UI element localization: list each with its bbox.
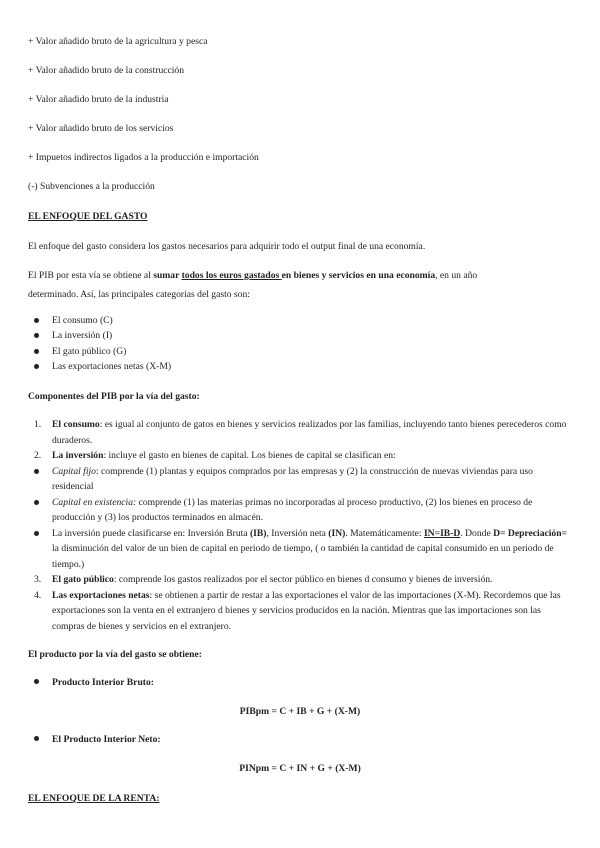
bullet-icon: [34, 500, 39, 505]
sub-inversion-clasificacion: La inversión puede clasificarse en: Inversión Bruta (IB), Inversión neta (IN). Matemáticamente: IN=IB-D. Donde D= Depreciación= la disminución del valor de un bien de capital en periodo de tiempo, ( o también la cantidad de capital consumido en un periodo de tiempo.): [34, 526, 570, 573]
list-item: El gato público (G): [34, 344, 171, 359]
line-vab-servicios: + Valor añadido bruto de los servicios: [28, 123, 174, 134]
pib-bullet: Producto Interior Bruto:: [34, 675, 154, 691]
pin-formula: PINpm = C + IN + G + (X-M): [239, 763, 361, 774]
sub-capital-existencia: Capital en existencia: comprende (1) las materias primas no incorporadas al proceso productivo, (2) los bienes en proceso de producción y (3) los productos terminados en almacén.: [34, 495, 570, 526]
components-title: Componentes del PIB por la vía del gasto:: [28, 391, 200, 402]
bullet-icon: [34, 531, 39, 536]
line-vab-agricultura: + Valor añadido bruto de la agricultura y pesca: [28, 36, 208, 47]
line-vab-construccion: + Valor añadido bruto de la construcción: [28, 65, 185, 76]
line-impuestos: + Impuetos indirectos ligados a la producción e importación: [28, 152, 259, 163]
bullet-icon: [34, 364, 39, 369]
list-item: El consumo (C): [34, 313, 171, 328]
bullet-icon: [34, 736, 39, 741]
sub-capital-fijo: Capital fijo: comprende (1) plantas y equipos comprados por las empresas y (2) la construcción de nuevas viviendas para uso residencial: [34, 464, 570, 495]
component-inversion: 2. La inversión: incluye el gasto en bienes de capital. Los bienes de capital se clasifican en:: [34, 450, 396, 461]
section-title-renta: EL ENFOQUE DE LA RENTA:: [28, 793, 160, 804]
pin-bullet: El Producto Interior Neto:: [34, 732, 161, 748]
gasto-categories-list: [34, 313, 171, 374]
obtain-title: El producto por la vía del gasto se obtiene:: [28, 649, 202, 660]
bullet-icon: [34, 679, 39, 684]
line-vab-industria: + Valor añadido bruto de la industria: [28, 94, 169, 105]
list-item: Las exportaciones netas (X-M): [34, 359, 171, 374]
component-exportaciones: 4. Las exportaciones netas: se obtienen a partir de restar a las exportaciones el valor de las importaciones (X-M). Recordemos que las exportaciones son la venta en el extranjero d bienes y servicios producidos en la nación. Mientras que las importaciones son las compras de bienes y servicios en el extranjero.: [34, 589, 561, 632]
bullet-icon: [34, 349, 39, 354]
bullet-icon: [34, 333, 39, 338]
bullet-icon: [34, 469, 39, 474]
line-subvenciones: (-) Subvenciones a la producción: [28, 181, 155, 192]
components-list: [34, 417, 570, 634]
section-title-gasto: EL ENFOQUE DEL GASTO: [28, 211, 148, 222]
component-gasto-publico: 3. El gato público: comprende los gastos realizados por el sector público en bienes d consumo y bienes de inversión.: [34, 574, 493, 585]
list-item: La inversión (I): [34, 328, 171, 343]
gasto-intro: El enfoque del gasto considera los gastos necesarios para adquirir todo el output final de una economía.: [28, 241, 426, 252]
component-consumo: 1. El consumo: es igual al conjunto de gatos en bienes y servicios realizados por las familias, incluyendo tanto bienes perecederos como duraderos.: [34, 419, 567, 446]
pib-paragraph-line1: El PIB por esta vía se obtiene al sumar todos los euros gastados en bienes y servicios en una economía, en un año: [28, 270, 478, 281]
pib-paragraph-line2: determinado. Así, las principales categorías del gasto son:: [28, 289, 250, 300]
pib-formula: PIBpm = C + IB + G + (X-M): [239, 706, 361, 717]
bullet-icon: [34, 318, 39, 323]
